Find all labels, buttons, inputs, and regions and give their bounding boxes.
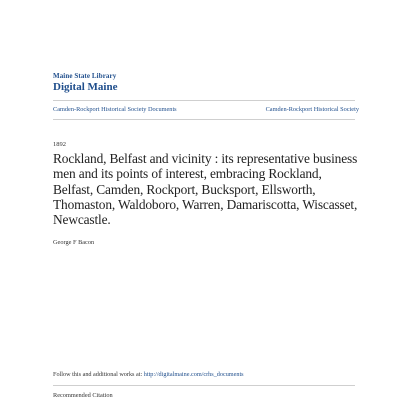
collection-nav [53,106,359,113]
collection-url-link[interactable]: http://digitalmaine.com/crhs_documents [143,371,244,378]
divider-mid [53,119,355,120]
collection-society-link[interactable]: Camden-Rockport Historical Society [265,106,359,113]
document-author: George F Bacon [53,239,95,246]
recommended-citation-heading: Recommended Citation [53,392,113,399]
site-name[interactable]: Digital Maine [53,81,118,93]
follow-text: Follow this and additional works at: [53,371,144,378]
follow-line [53,371,244,378]
divider-top [53,100,355,101]
publication-year: 1892 [53,141,66,148]
divider-bottom [53,385,355,386]
collection-documents-link[interactable]: Camden-Rockport Historical Society Documents [53,106,177,113]
site-brand[interactable] [53,72,117,93]
library-name[interactable]: Maine State Library [53,72,117,80]
document-title: Rockland, Belfast and vicinity : its representative business men and its points of interest, embracing Rockland, Belfast, Camden, Rockport, Bucksport, Ellsworth, Thomaston, Waldoboro, Warren, Damariscotta, Wiscasset, Newcastle. [53,151,358,228]
